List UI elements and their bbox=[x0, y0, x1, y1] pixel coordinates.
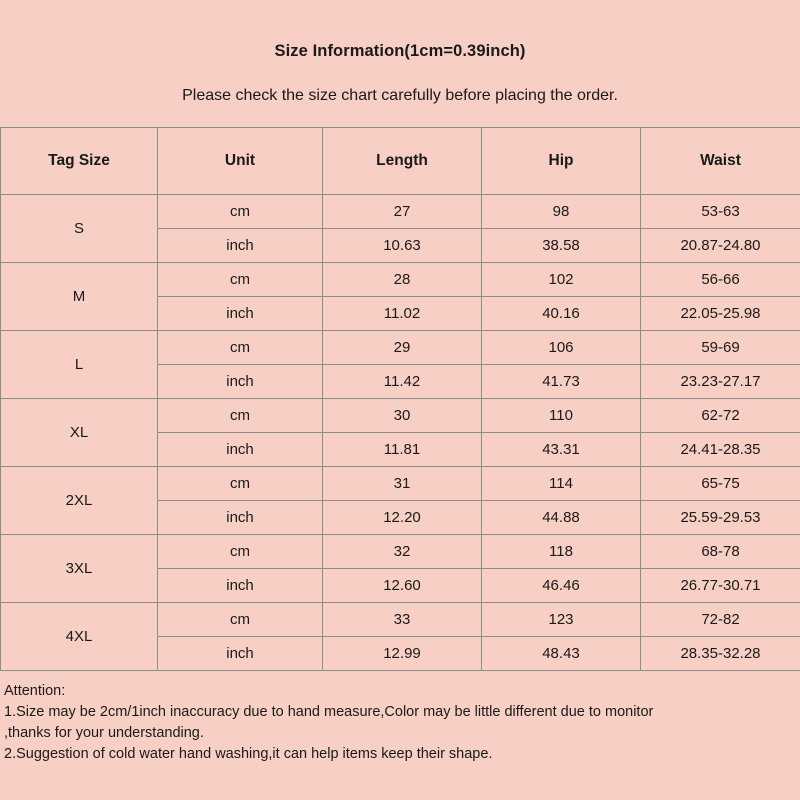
page-subtitle: Please check the size chart carefully before placing the order. bbox=[182, 87, 618, 104]
unit-cell: inch bbox=[158, 297, 323, 331]
length-cell: 11.42 bbox=[323, 365, 482, 399]
tag-size-cell: 3XL bbox=[1, 535, 158, 603]
waist-cell: 22.05-25.98 bbox=[641, 297, 800, 331]
unit-cell: cm bbox=[158, 535, 323, 569]
attention-note bbox=[0, 671, 800, 765]
waist-cell: 62-72 bbox=[641, 399, 800, 433]
unit-cell: inch bbox=[158, 637, 323, 671]
column-header-length: Length bbox=[323, 128, 482, 195]
unit-cell: cm bbox=[158, 195, 323, 229]
hip-cell: 118 bbox=[482, 535, 641, 569]
attention-line-3: 2.Suggestion of cold water hand washing,it can help items keep their shape. bbox=[4, 746, 493, 763]
length-cell: 31 bbox=[323, 467, 482, 501]
waist-cell: 72-82 bbox=[641, 603, 800, 637]
attention-heading: Attention: bbox=[4, 683, 66, 699]
tag-size-cell: XL bbox=[1, 399, 158, 467]
unit-cell: inch bbox=[158, 569, 323, 603]
hip-cell: 46.46 bbox=[482, 569, 641, 603]
hip-cell: 106 bbox=[482, 331, 641, 365]
page-title: Size Information(1cm=0.39inch) bbox=[274, 42, 526, 60]
waist-cell: 23.23-27.17 bbox=[641, 365, 800, 399]
table-row bbox=[1, 399, 800, 433]
waist-cell: 56-66 bbox=[641, 263, 800, 297]
tag-size-cell: M bbox=[1, 263, 158, 331]
length-cell: 32 bbox=[323, 535, 482, 569]
table-row bbox=[1, 195, 800, 229]
unit-cell: cm bbox=[158, 263, 323, 297]
waist-cell: 20.87-24.80 bbox=[641, 229, 800, 263]
hip-cell: 40.16 bbox=[482, 297, 641, 331]
hip-cell: 48.43 bbox=[482, 637, 641, 671]
hip-cell: 44.88 bbox=[482, 501, 641, 535]
length-cell: 12.20 bbox=[323, 501, 482, 535]
unit-cell: inch bbox=[158, 229, 323, 263]
length-cell: 33 bbox=[323, 603, 482, 637]
tag-size-cell: 2XL bbox=[1, 467, 158, 535]
hip-cell: 38.58 bbox=[482, 229, 641, 263]
unit-cell: cm bbox=[158, 603, 323, 637]
unit-cell: inch bbox=[158, 501, 323, 535]
table-row bbox=[1, 331, 800, 365]
attention-line-1: 1.Size may be 2cm/1inch inaccuracy due to hand measure,Color may be little different due to monitor bbox=[4, 704, 654, 721]
table-row bbox=[1, 263, 800, 297]
column-header-hip: Hip bbox=[482, 128, 641, 195]
tag-size-cell: S bbox=[1, 195, 158, 263]
waist-cell: 59-69 bbox=[641, 331, 800, 365]
length-cell: 28 bbox=[323, 263, 482, 297]
column-header-unit: Unit bbox=[158, 128, 323, 195]
waist-cell: 65-75 bbox=[641, 467, 800, 501]
tag-size-cell: L bbox=[1, 331, 158, 399]
length-cell: 11.02 bbox=[323, 297, 482, 331]
waist-cell: 53-63 bbox=[641, 195, 800, 229]
hip-cell: 43.31 bbox=[482, 433, 641, 467]
table-row bbox=[1, 467, 800, 501]
waist-cell: 24.41-28.35 bbox=[641, 433, 800, 467]
length-cell: 27 bbox=[323, 195, 482, 229]
column-header-waist: Waist bbox=[641, 128, 800, 195]
hip-cell: 123 bbox=[482, 603, 641, 637]
unit-cell: cm bbox=[158, 399, 323, 433]
length-cell: 12.60 bbox=[323, 569, 482, 603]
unit-cell: inch bbox=[158, 433, 323, 467]
waist-cell: 26.77-30.71 bbox=[641, 569, 800, 603]
length-cell: 30 bbox=[323, 399, 482, 433]
hip-cell: 102 bbox=[482, 263, 641, 297]
size-chart-table bbox=[0, 127, 800, 671]
unit-cell: cm bbox=[158, 331, 323, 365]
length-cell: 10.63 bbox=[323, 229, 482, 263]
table-row bbox=[1, 535, 800, 569]
length-cell: 12.99 bbox=[323, 637, 482, 671]
waist-cell: 25.59-29.53 bbox=[641, 501, 800, 535]
length-cell: 29 bbox=[323, 331, 482, 365]
hip-cell: 114 bbox=[482, 467, 641, 501]
table-header-row bbox=[1, 128, 800, 195]
unit-cell: cm bbox=[158, 467, 323, 501]
waist-cell: 28.35-32.28 bbox=[641, 637, 800, 671]
hip-cell: 110 bbox=[482, 399, 641, 433]
length-cell: 11.81 bbox=[323, 433, 482, 467]
column-header-tag-size: Tag Size bbox=[1, 128, 158, 195]
hip-cell: 98 bbox=[482, 195, 641, 229]
tag-size-cell: 4XL bbox=[1, 603, 158, 671]
attention-line-2: ,thanks for your understanding. bbox=[4, 725, 204, 742]
hip-cell: 41.73 bbox=[482, 365, 641, 399]
waist-cell: 68-78 bbox=[641, 535, 800, 569]
table-row bbox=[1, 603, 800, 637]
unit-cell: inch bbox=[158, 365, 323, 399]
